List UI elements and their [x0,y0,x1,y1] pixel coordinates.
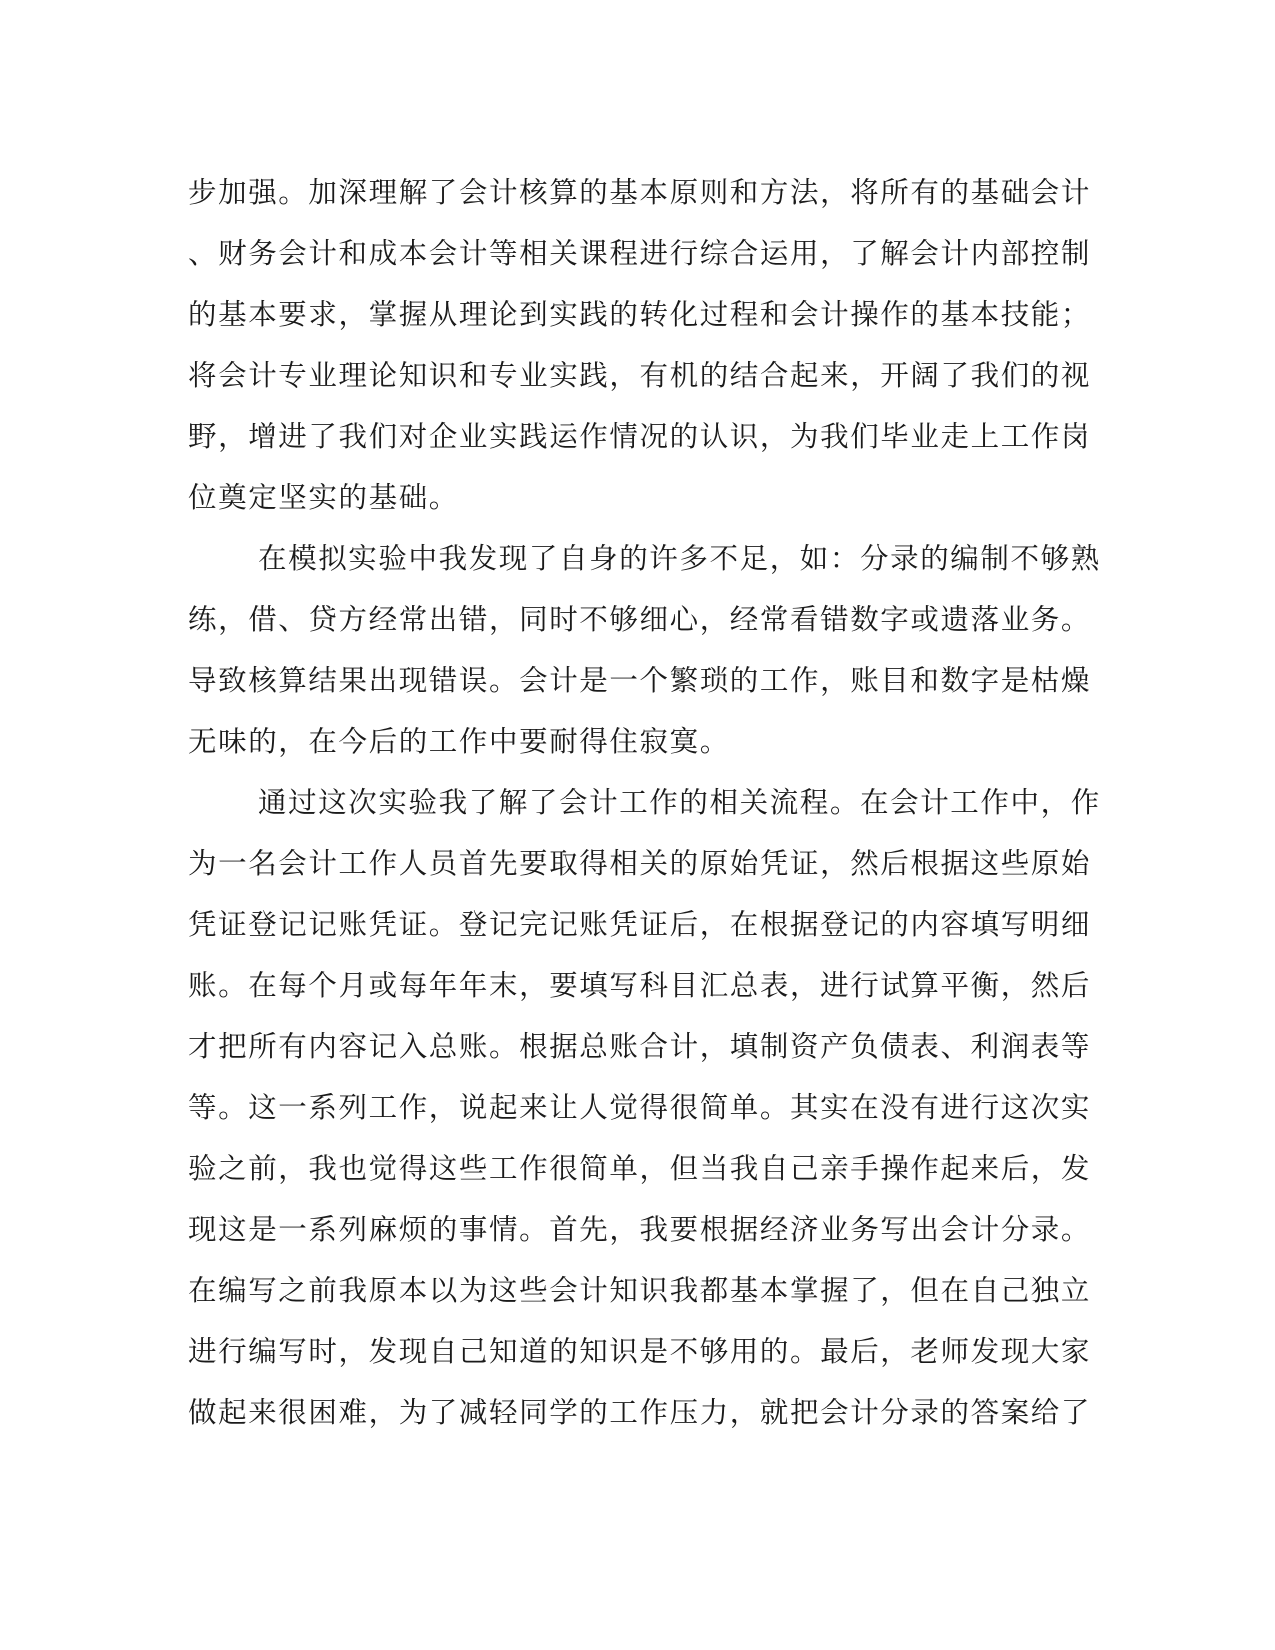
text-line: 位奠定坚实的基础。 [188,481,459,514]
text-line: 野，增进了我们对企业实践运作情况的认识，为我们毕业走上工作岗 [188,420,1092,453]
text-line: 账。在每个月或每年年末，要填写科目汇总表，进行试算平衡，然后 [188,969,1092,1002]
text-line: 才把所有内容记入总账。根据总账合计，填制资产负债表、利润表等 [188,1030,1092,1063]
text-line: 练，借、贷方经常出错，同时不够细心，经常看错数字或遗落业务。 [188,603,1092,636]
text-line: 、财务会计和成本会计等相关课程进行综合运用，了解会计内部控制 [188,237,1092,270]
text-line: 等。这一系列工作，说起来让人觉得很简单。其实在没有进行这次实 [188,1091,1092,1124]
text-line: 验之前，我也觉得这些工作很简单，但当我自己亲手操作起来后，发 [188,1152,1092,1185]
paragraph-1 [188,162,1092,528]
text-line: 步加强。加深理解了会计核算的基本原则和方法，将所有的基础会计 [188,176,1092,209]
paragraph-2 [188,528,1101,772]
text-line: 通过这次实验我了解了会计工作的相关流程。在会计工作中，作 [258,786,1101,819]
paragraph-3 [188,772,1101,1443]
text-line: 进行编写时，发现自己知道的知识是不够用的。最后，老师发现大家 [188,1335,1092,1368]
text-line: 为一名会计工作人员首先要取得相关的原始凭证，然后根据这些原始 [188,847,1092,880]
text-line: 在模拟实验中我发现了自身的许多不足，如：分录的编制不够熟 [258,542,1101,575]
text-line: 凭证登记记账凭证。登记完记账凭证后，在根据登记的内容填写明细 [188,908,1092,941]
body-text [188,162,1101,1443]
text-line: 做起来很困难，为了减轻同学的工作压力，就把会计分录的答案给了 [188,1396,1092,1429]
text-line: 导致核算结果出现错误。会计是一个繁琐的工作，账目和数字是枯燥 [188,664,1092,697]
text-line: 现这是一系列麻烦的事情。首先，我要根据经济业务写出会计分录。 [188,1213,1092,1246]
text-line: 在编写之前我原本以为这些会计知识我都基本掌握了，但在自己独立 [188,1274,1092,1307]
text-line: 无味的，在今后的工作中要耐得住寂寞。 [188,725,730,758]
text-line: 的基本要求，掌握从理论到实践的转化过程和会计操作的基本技能； [188,298,1092,331]
text-line: 将会计专业理论知识和专业实践，有机的结合起来，开阔了我们的视 [188,359,1092,392]
